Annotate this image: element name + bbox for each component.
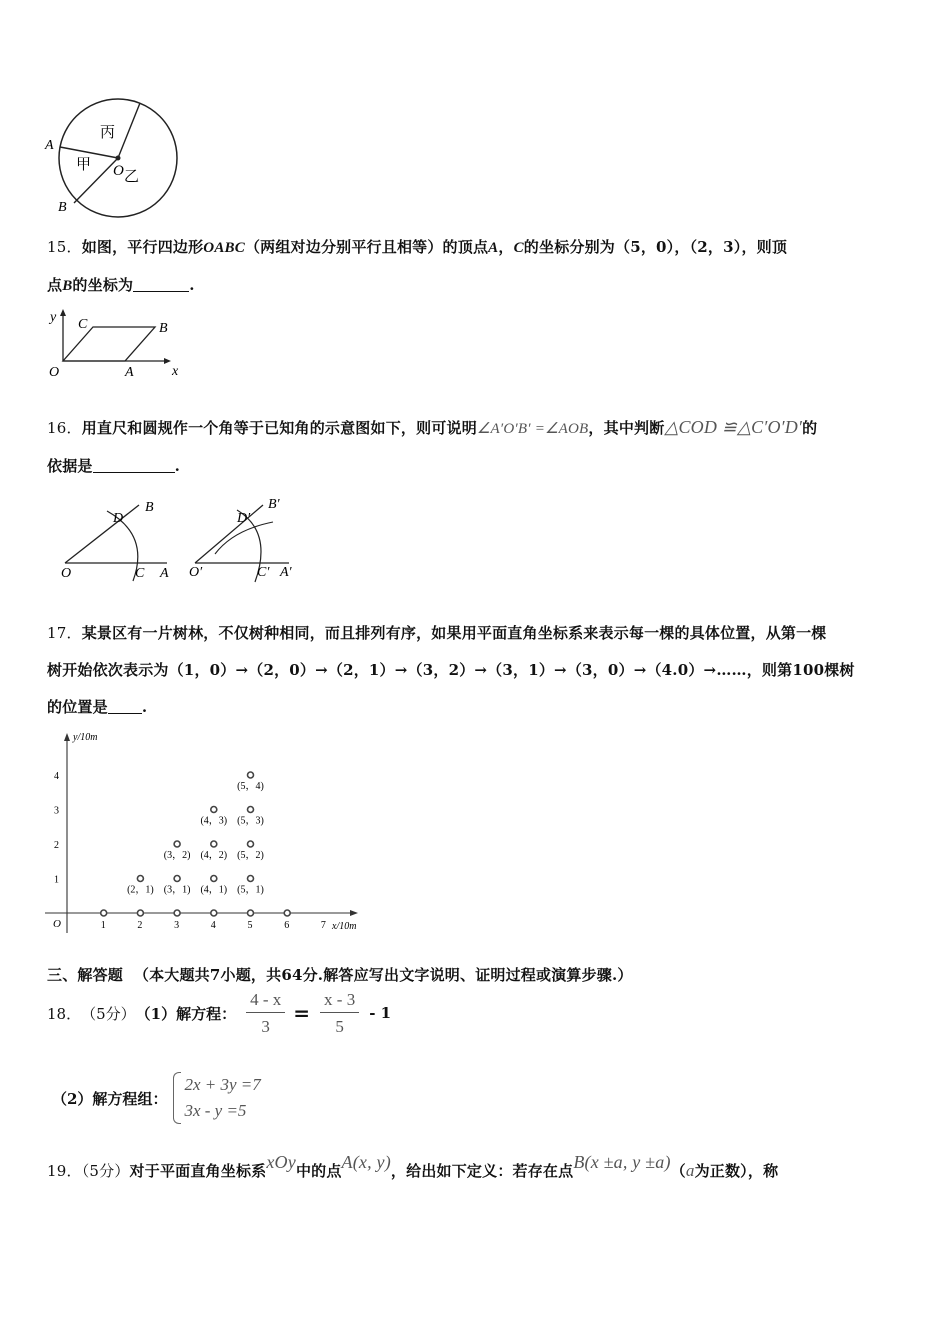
- x-tick-label: 1: [100, 920, 106, 931]
- svg-text:O′: O′: [189, 565, 203, 580]
- svg-text:A: A: [125, 365, 134, 380]
- svg-text:B: B: [159, 321, 168, 336]
- label-B: B: [58, 200, 67, 215]
- circle-diagram: [40, 95, 185, 220]
- q16-answer-blank[interactable]: [93, 458, 175, 473]
- q15-answer-blank[interactable]: [133, 277, 189, 292]
- tree-point-label: (4，1): [200, 884, 228, 896]
- q17-line-1: 17．某景区有一片树林，不仅树种相同，而且排列有序，如果用平面直角坐标系来表示每一棵的具体位置，从第一棵: [47, 624, 827, 642]
- q18-eq1: 2x + 3y =7: [184, 1075, 261, 1094]
- q15-line-2: 点B的坐标为 .: [47, 276, 195, 294]
- section3-note: （本大题共7小题，共64分.解答应写出文字说明、证明过程或演算步骤.）: [133, 966, 633, 984]
- tree-point: [248, 910, 254, 916]
- svg-text:D: D: [113, 511, 124, 526]
- tree-point: [211, 910, 217, 916]
- q18-fraction-left: $\frac{4 - x}{3}$: [246, 990, 285, 1037]
- tree-point: [137, 910, 143, 916]
- y-tick-label: 1: [54, 874, 59, 886]
- svg-text:O: O: [61, 566, 72, 581]
- tree-point-label: (3，2): [163, 850, 191, 861]
- tree-point: [174, 876, 180, 882]
- label-O: O: [113, 163, 124, 179]
- tree-point-label: (4，3): [200, 815, 228, 827]
- x-tick-label: 2: [137, 920, 143, 931]
- q15-shape: OABC: [203, 240, 245, 256]
- svg-text:C: C: [135, 566, 145, 581]
- x-tick-label: 3: [174, 920, 180, 931]
- q16-congruence: △COD ≌△C′O′D′: [664, 417, 803, 437]
- angle-construction-right: [185, 492, 305, 585]
- tree-point: [211, 841, 217, 847]
- q18-part2: （2）解方程组： 2x + 3y =7 3x - y =5: [52, 1070, 261, 1126]
- x-tick-label: 5: [247, 920, 253, 931]
- y-tick-label: 4: [54, 771, 59, 782]
- parallelogram-OABC: [63, 327, 155, 361]
- section3-heading: 三、解答题: [47, 966, 124, 984]
- x-tick-label: 4: [210, 920, 216, 931]
- svg-text:D′: D′: [237, 511, 251, 526]
- x-tick-label: 7: [320, 920, 326, 931]
- y-tick-label: 2: [54, 840, 59, 851]
- tree-point-label: (5，4): [237, 781, 264, 792]
- radius-to-top: [118, 103, 140, 158]
- q18-system-brace: [173, 1072, 181, 1124]
- q19-line-1: 19．（5分）对于平面直角坐标系xOy中的点A(x, y)，给出如下定义：若存在点B(x ±a, y ±a)（a为正数），称: [47, 1152, 779, 1180]
- q16-line-2: 依据是 .: [47, 457, 181, 475]
- tree-point: [284, 910, 290, 916]
- tree-point: [174, 841, 180, 847]
- tree-point-label: (2，1): [127, 884, 154, 896]
- section3-heading-line: [47, 964, 633, 985]
- svg-text:y: y: [50, 310, 57, 325]
- tree-point: [211, 807, 217, 813]
- region-jia: 甲: [76, 155, 92, 173]
- tree-point-label: (3，1): [163, 884, 191, 896]
- q18-system: [184, 1072, 260, 1124]
- q15-line-1: 15．如图，平行四边形OABC（两组对边分别平行且相等）的顶点A，C的坐标分别为（5，0），（2，3），则顶: [47, 238, 788, 256]
- q16-line-1: 16．用直尺和圆规作一个角等于已知角的示意图如下，则可说明∠A′O′B′ =∠AOB，其中判断△COD ≌△C′O′D′的: [47, 417, 818, 437]
- tree-point: [211, 876, 217, 882]
- q18-eq2: 3x - y =5: [184, 1101, 247, 1120]
- center-point: [116, 156, 121, 161]
- tree-point: [248, 876, 254, 882]
- q16-angle-equation: ∠A′O′B′ =∠AOB: [476, 421, 589, 437]
- q18-part1: 18． （5分） （1）解方程： $\frac{4 - x}{3}$ = $\frac{x - 3}{5}$ - 1: [47, 989, 392, 1036]
- svg-text:C: C: [78, 317, 88, 332]
- svg-text:x: x: [172, 364, 179, 379]
- tree-point-label: (5，2): [237, 850, 264, 861]
- chart-xlabel: x/10m: [332, 921, 357, 932]
- x-tick-label: 6: [284, 920, 290, 931]
- tree-point: [101, 910, 107, 916]
- tree-point-label: (5，1): [237, 884, 264, 896]
- svg-text:O: O: [49, 365, 60, 380]
- svg-text:A′: A′: [280, 565, 292, 580]
- tree-point-label: (5，3): [237, 815, 264, 827]
- chart-origin: O: [53, 918, 61, 930]
- region-yi: 乙: [124, 167, 140, 185]
- tree-point: [248, 841, 254, 847]
- y-tick-label: 3: [54, 805, 59, 817]
- tree-point-label: (4，2): [200, 850, 228, 861]
- label-A: A: [45, 138, 54, 153]
- region-bing: 丙: [100, 123, 116, 141]
- svg-text:C′: C′: [257, 565, 270, 580]
- angle-construction-left: [55, 495, 180, 585]
- q17-answer-blank[interactable]: [108, 699, 142, 714]
- q18-fraction-right: $\frac{x - 3}{5}$: [320, 990, 359, 1037]
- q17-line-3: 的位置是 .: [47, 698, 148, 716]
- tree-point: [174, 910, 180, 916]
- tree-point: [137, 876, 143, 882]
- q17-line-2: 树开始依次表示为（1，0）→（2，0）→（2，1）→（3，2）→（3，1）→（3，0）→（4.0）→……，则第100棵树: [47, 661, 855, 679]
- chart-ylabel: y/10m: [73, 732, 98, 743]
- parallelogram-figure: [45, 305, 190, 381]
- tree-point: [248, 807, 254, 813]
- svg-text:B′: B′: [268, 497, 280, 512]
- svg-text:A: A: [160, 566, 169, 581]
- q15-number: 15．: [47, 238, 82, 256]
- tree-position-chart: [40, 727, 370, 937]
- tree-point: [248, 772, 254, 778]
- svg-text:B: B: [145, 500, 154, 515]
